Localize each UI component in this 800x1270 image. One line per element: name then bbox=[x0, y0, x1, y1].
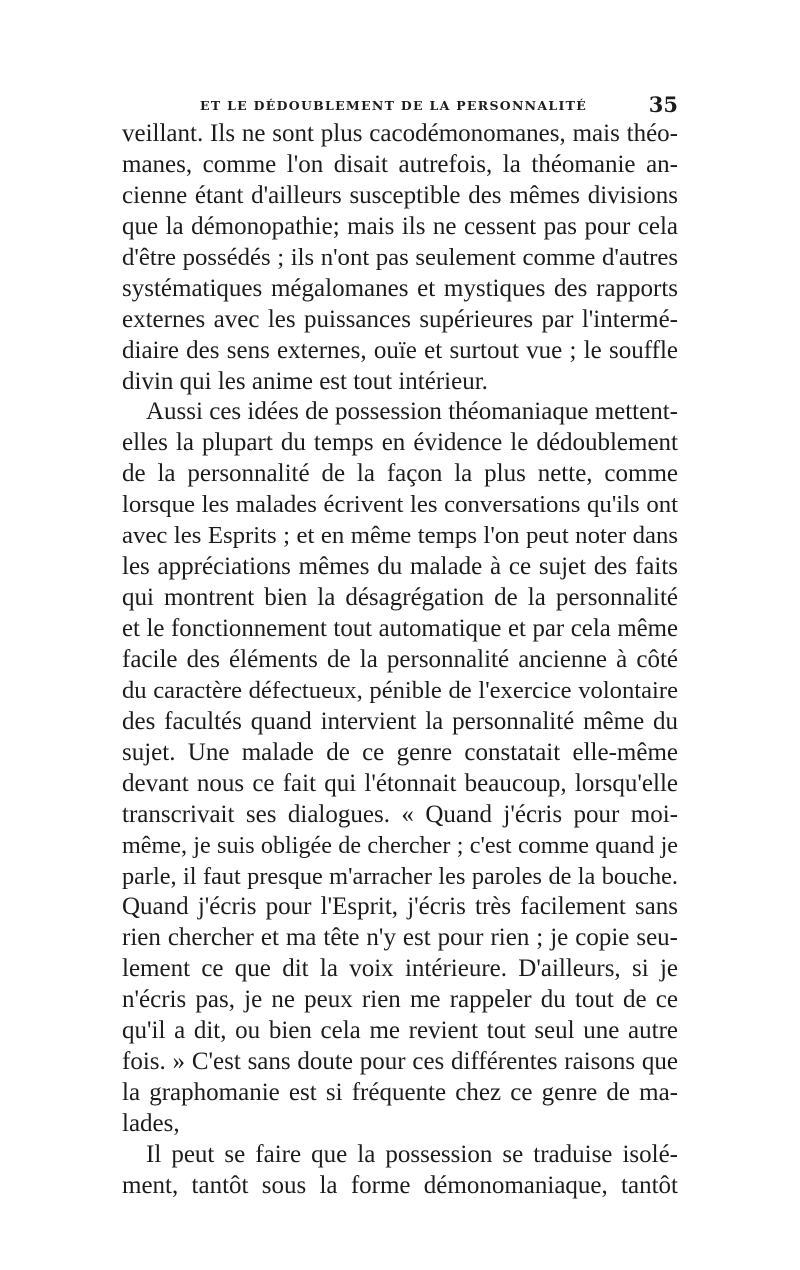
text-line: rien chercher et ma tête n'y est pour rien ; je copie seu- bbox=[122, 924, 678, 952]
text-line: de la personnalité de la façon la plus nette, comme bbox=[122, 460, 678, 488]
page-number: 35 bbox=[648, 92, 678, 117]
text-line: même, je suis obligée de chercher ; c'est comme quand je bbox=[122, 831, 678, 859]
text-line: sujet. Une malade de ce genre constatait elle-même bbox=[122, 738, 678, 766]
text-line: qui montrent bien la désagrégation de la personnalité bbox=[122, 584, 678, 612]
text-line: lement ce que dit la voix intérieure. D'ailleurs, si je bbox=[122, 955, 678, 983]
text-line: diaire des sens externes, ouïe et surtout vue ; le souffle bbox=[122, 336, 678, 364]
text-line: systématiques mégalomanes et mystiques des rapports bbox=[122, 274, 678, 302]
text-line: transcrivait ses dialogues. « Quand j'écris pour moi- bbox=[122, 800, 678, 828]
running-title: ET LE DÉDOUBLEMENT DE LA PERSONNALITÉ bbox=[200, 98, 588, 113]
text-line: devant nous ce fait qui l'étonnait beaucoup, lorsqu'elle bbox=[122, 769, 678, 797]
text-line: qu'il a dit, ou bien cela me revient tout seul une autre bbox=[122, 1017, 678, 1045]
text-line: cienne étant d'ailleurs susceptible des mêmes divisions bbox=[122, 181, 678, 209]
text-line: elles la plupart du temps en évidence le dédoublement bbox=[122, 429, 678, 457]
text-line: les appréciations mêmes du malade à ce sujet des faits bbox=[122, 553, 678, 581]
text-line: n'écris pas, je ne peux rien me rappeler du tout de ce bbox=[122, 986, 678, 1014]
text-line: des facultés quand intervient la personnalité même du bbox=[122, 707, 678, 735]
text-line: du caractère défectueux, pénible de l'exercice volontaire bbox=[122, 676, 678, 704]
text-line: la graphomanie est si fréquente chez ce genre de ma- bbox=[122, 1079, 678, 1107]
text-line: ment, tantôt sous la forme démonomaniaque, tantôt bbox=[122, 1171, 678, 1199]
text-line: fois. » C'est sans doute pour ces différentes raisons que bbox=[122, 1048, 678, 1076]
text-line: externes avec les puissances supérieures par l'intermé- bbox=[122, 305, 678, 333]
text-line: veillant. Ils ne sont plus cacodémonomanes, mais théo- bbox=[122, 120, 678, 147]
text-line: et le fonctionnement tout automatique et par cela même bbox=[122, 615, 678, 642]
text-line: manes, comme l'on disait autrefois, la théomanie an- bbox=[122, 150, 678, 178]
text-line: lorsque les malades écrivent les conversations qu'ils ont bbox=[122, 491, 678, 519]
text-line: avec les Esprits ; et en même temps l'on peut noter dans bbox=[122, 522, 678, 550]
text-line: parle, il faut presque m'arracher les paroles de la bouche. bbox=[122, 862, 678, 890]
text-line: que la démonopathie; mais ils ne cessent pas pour cela bbox=[122, 212, 678, 240]
text-line: Aussi ces idées de possession théomaniaque mettent- bbox=[146, 398, 678, 426]
text-line: facile des éléments de la personnalité ancienne à côté bbox=[122, 645, 678, 673]
text-line: d'être possédés ; ils n'ont pas seulement comme d'autres bbox=[122, 243, 678, 271]
text-line: divin qui les anime est tout intérieur. bbox=[122, 367, 488, 395]
text-line: Il peut se faire que la possession se traduise isolé- bbox=[146, 1140, 678, 1168]
body-text bbox=[122, 119, 678, 1202]
text-line: lades, bbox=[122, 1110, 180, 1137]
text-line: Quand j'écris pour l'Esprit, j'écris très facilement sans bbox=[122, 893, 678, 921]
